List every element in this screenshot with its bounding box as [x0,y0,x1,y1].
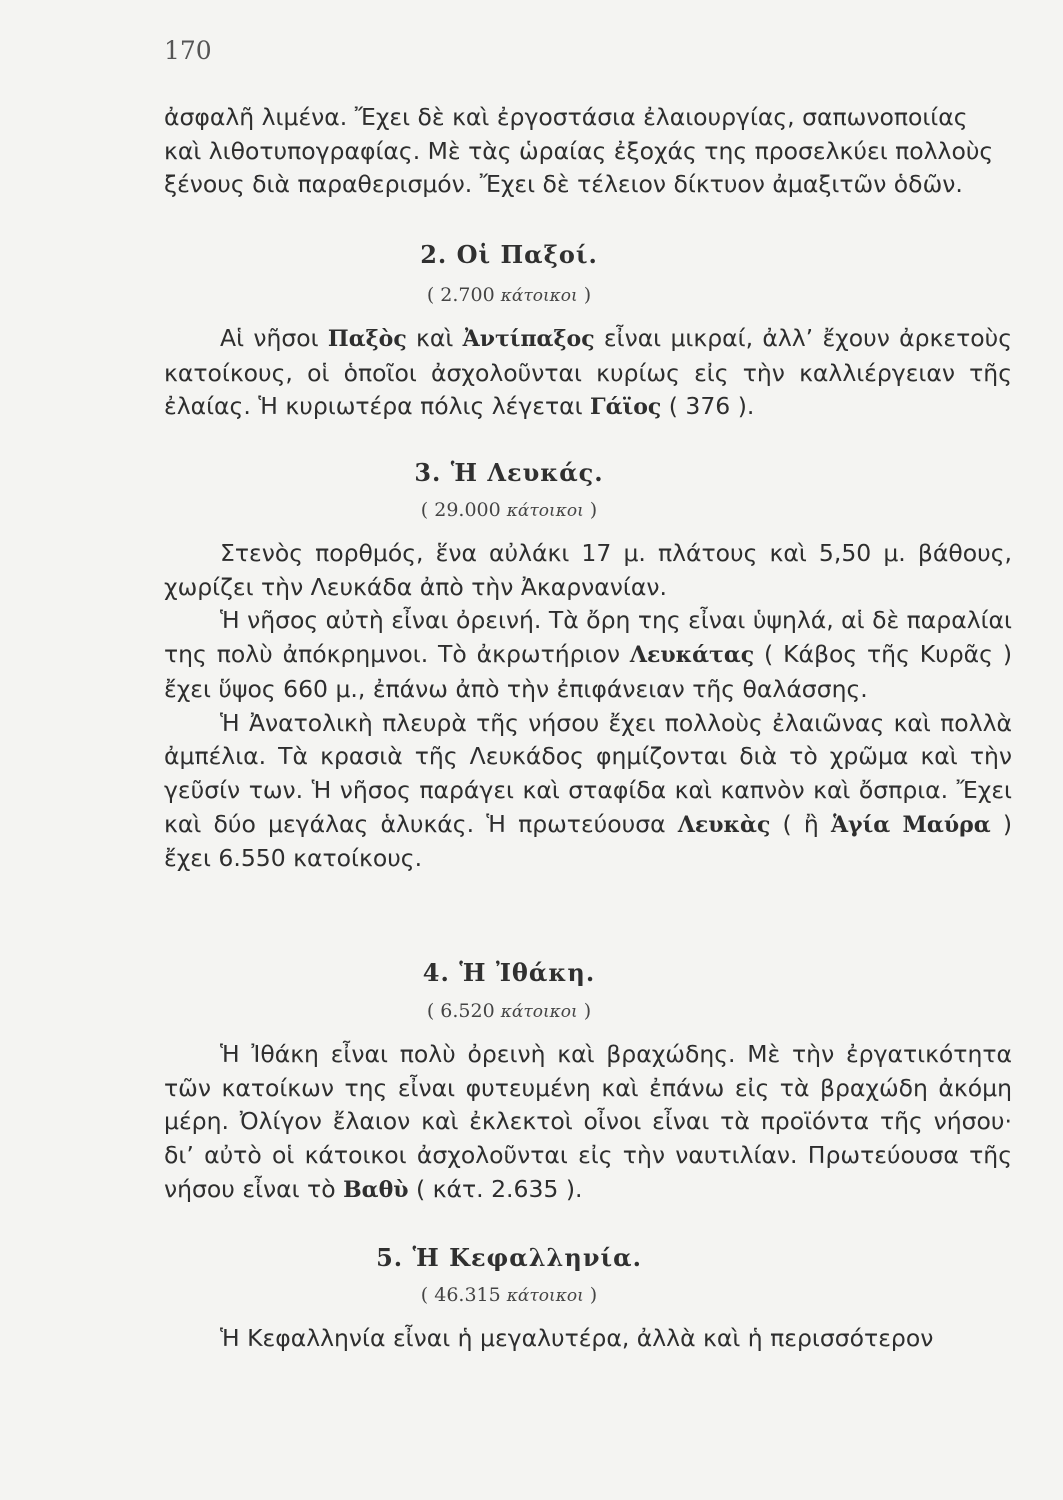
population-label: κάτοικοι [500,1002,578,1022]
term-agia-mavra: Ἁγία Μαύρα [830,811,991,838]
section-4-population [164,1000,854,1022]
population-close: ) [583,284,592,306]
text-run: Ἡ Ἰθάκη εἶναι πολὺ ὀρεινὴ καὶ βραχώδης. Μὲ τὴν ἐργατικότητα τῶν κατοίκων της εἶναι φυτευμένη καὶ ἐπάνω εἰς τὰ βραχώδη ἀκόμη μέρη. Ὀλίγον ἔλαιον καὶ ἐκλεκτοὶ οἶνοι εἶναι τὰ προϊόντα τῆς νήσου· δι’ αὐτὸ οἱ κάτοικοι ἀσχολοῦνται εἰς τὴν ναυτιλίαν. Πρωτεύουσα τῆς νήσου εἶναι τὸ [164,1040,1012,1203]
term-paxos: Παξὸς [327,326,407,352]
term-lefkatas: Λευκάτας [629,642,755,669]
text-run: Ἡ Ἀνατολικὴ πλευρὰ τῆς νήσου ἔχει πολλοὺς ἐλαιῶνας καὶ πολλὰ ἀμπέλια. Τὰ κρασιὰ τῆς Λευκάδος φημίζονται διὰ τὸ χρῶμα καὶ τὴν γεῦσίν των. Ἡ νῆσος παράγει καὶ σταφίδα καὶ καπνὸν καὶ ὄσπρια. Ἔχει καὶ δύο μεγάλας ἁλυκάς. Ἡ πρωτεύουσα [164,708,1012,838]
intro-paragraph [164,101,1012,202]
section-3-paragraph-3 [164,707,1012,877]
term-gaios: Γάϊος [590,394,662,421]
population-close: ) [589,1284,598,1306]
population-value: ( 46.315 [420,1284,501,1306]
section-5-paragraph: Ἡ Κεφαλληνία εἶναι ἡ μεγαλυτέρα, ἀλλὰ καὶ ἡ περισσότερον [220,1324,934,1352]
text-run: ( κάτ. 2.635 ). [408,1174,583,1203]
population-value: ( 2.700 [426,284,495,306]
section-3-population [164,499,854,521]
section-2-population [164,284,854,306]
section-2-heading: 2. Οἱ Παξοί. [420,240,598,269]
text-run: ( ἢ [770,809,831,838]
term-antipaxos: Ἀντίπαξος [462,326,595,352]
section-3-heading: 3. Ἡ Λευκάς. [414,458,604,487]
page-number: 170 [164,36,212,65]
section-5-population [164,1284,854,1306]
section-5-text [164,1322,1012,1356]
intro-line-1: ἀσφαλῆ λιμένα. Ἔχει δὲ καὶ ἐργοστάσια ἐλαιουργίας, σαπωνοποιίας [164,103,968,131]
population-label: κάτοικοι [506,1286,584,1306]
section-4-heading: 4. Ἡ Ἰθάκη. [422,958,596,987]
term-lefkas: Λευκὰς [677,811,771,838]
population-close: ) [589,499,598,521]
section-3-paragraph-1: Στενὸς πορθμός, ἕνα αὐλάκι 17 μ. πλάτους καὶ 5,50 μ. βάθους, χωρίζει τὴν Λευκάδα ἀπὸ τὴν Ἀκαρνανίαν. [164,539,1012,601]
text-run: εἶναι μικραί, ἀλλ’ ἔχουν ἀρκετοὺς κατοίκους, οἱ ὁποῖοι ἀσχολοῦνται κυρίως εἰς τὴν καλλιέργειαν τῆς ἐλαίας. Ἡ κυριωτέρα πόλις λέγεται [164,324,1013,421]
text-run: ( Κάβος τῆς Κυρᾶς ) ἔχει ὕψος 660 μ., ἐπάνω ἀπὸ τὴν ἐπιφάνειαν τῆς θαλάσσης. [164,640,1012,703]
section-3-paragraph-2 [164,604,1012,706]
population-close: ) [583,1000,592,1022]
text-run: ( 376 ). [661,392,755,421]
text-run: Ἡ νῆσος αὐτὴ εἶναι ὀρεινή. Τὰ ὄρη της εἶναι ὑψηλά, αἱ δὲ παραλίαι της πολὺ ἀπόκρημνοι. Τὸ ἀκρωτήριον [164,606,1012,669]
population-label: κάτοικοι [506,501,584,521]
section-2-paragraph [164,322,1012,425]
text-run: καὶ [406,324,463,352]
term-vathy: Βαθὺ [343,1176,409,1203]
intro-line-3: ξένους διὰ παραθερισμόν. Ἔχει δὲ τέλειον δίκτυον ἀμαξιτῶν ὁδῶν. [164,170,963,199]
intro-line-2: καὶ λιθοτυπογραφίας. Μὲ τὰς ὡραίας ἐξοχάς της προσελκύει πολλοὺς [164,136,994,165]
text-run: ) ἔχει 6.550 κατοίκους. [164,809,1012,873]
section-5-heading: 5. Ἡ Κεφαλληνία. [376,1243,642,1272]
population-value: ( 6.520 [426,1000,495,1022]
population-label: κάτοικοι [500,286,578,306]
section-4-paragraph [164,1038,1012,1208]
population-value: ( 29.000 [420,499,501,521]
section-4-text [164,1038,1012,1208]
text-run: Αἱ νῆσοι [220,324,328,352]
section-2-text [164,322,1012,425]
section-3-text [164,537,1012,876]
